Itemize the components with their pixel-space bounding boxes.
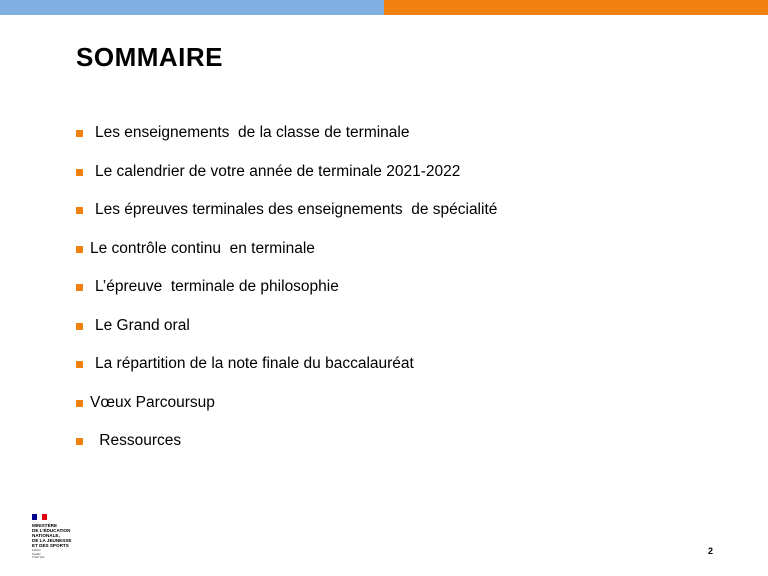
motto-line: Fraternité: [32, 555, 45, 560]
toc-item-label: Ressources: [95, 432, 182, 449]
toc-item: [76, 316, 497, 355]
french-flag-icon: [32, 514, 47, 520]
square-bullet-icon: [76, 130, 83, 137]
ministry-name-line: MINISTÈRE: [32, 523, 58, 528]
ministry-logo: [32, 514, 92, 560]
flag-stripe-red: [42, 514, 47, 520]
ministry-name-line: NATIONALE,: [32, 533, 60, 538]
toc-item: [76, 162, 497, 201]
motto-line: Liberté: [32, 548, 41, 552]
toc-item: [76, 431, 497, 470]
toc-item-label: Vœux Parcoursup: [90, 393, 215, 411]
square-bullet-icon: [76, 361, 83, 368]
ministry-name-line: ET DES SPORTS: [32, 543, 69, 548]
square-bullet-icon: [76, 207, 83, 214]
table-of-contents: [76, 123, 497, 470]
toc-item: [76, 393, 497, 432]
top-accent-bar: [0, 0, 768, 15]
toc-item: [76, 277, 497, 316]
square-bullet-icon: [76, 400, 83, 407]
ministry-name-line: DE L’ÉDUCATION: [32, 528, 71, 533]
toc-item-label: Le Grand oral: [95, 316, 190, 334]
square-bullet-icon: [76, 438, 83, 445]
ministry-name-line: DE LA JEUNESSE: [32, 538, 72, 543]
page-number: 2: [708, 546, 714, 556]
toc-item-label: Le contrôle continu en terminale: [90, 239, 315, 257]
republic-motto: [32, 549, 92, 560]
square-bullet-icon: [76, 284, 83, 291]
top-accent-bar-blue: [0, 0, 384, 15]
slide-title: SOMMAIRE: [76, 42, 223, 72]
square-bullet-icon: [76, 246, 83, 253]
toc-item: [76, 239, 497, 278]
toc-item: [76, 200, 497, 239]
motto-line: Égalité: [32, 551, 41, 556]
toc-item-label: L’épreuve terminale de philosophie: [95, 278, 339, 295]
ministry-name: [32, 523, 92, 548]
toc-item: [76, 123, 497, 162]
toc-item-label: Le calendrier de votre année de terminale 2021-2022: [95, 162, 461, 180]
toc-item: [76, 354, 497, 393]
toc-item-label: Les enseignements de la classe de terminale: [95, 124, 410, 141]
square-bullet-icon: [76, 323, 83, 330]
square-bullet-icon: [76, 169, 83, 176]
toc-item-label: La répartition de la note finale du baccalauréat: [95, 355, 414, 372]
toc-item-label: Les épreuves terminales des enseignements de spécialité: [95, 201, 498, 218]
top-accent-bar-orange: [384, 0, 768, 15]
